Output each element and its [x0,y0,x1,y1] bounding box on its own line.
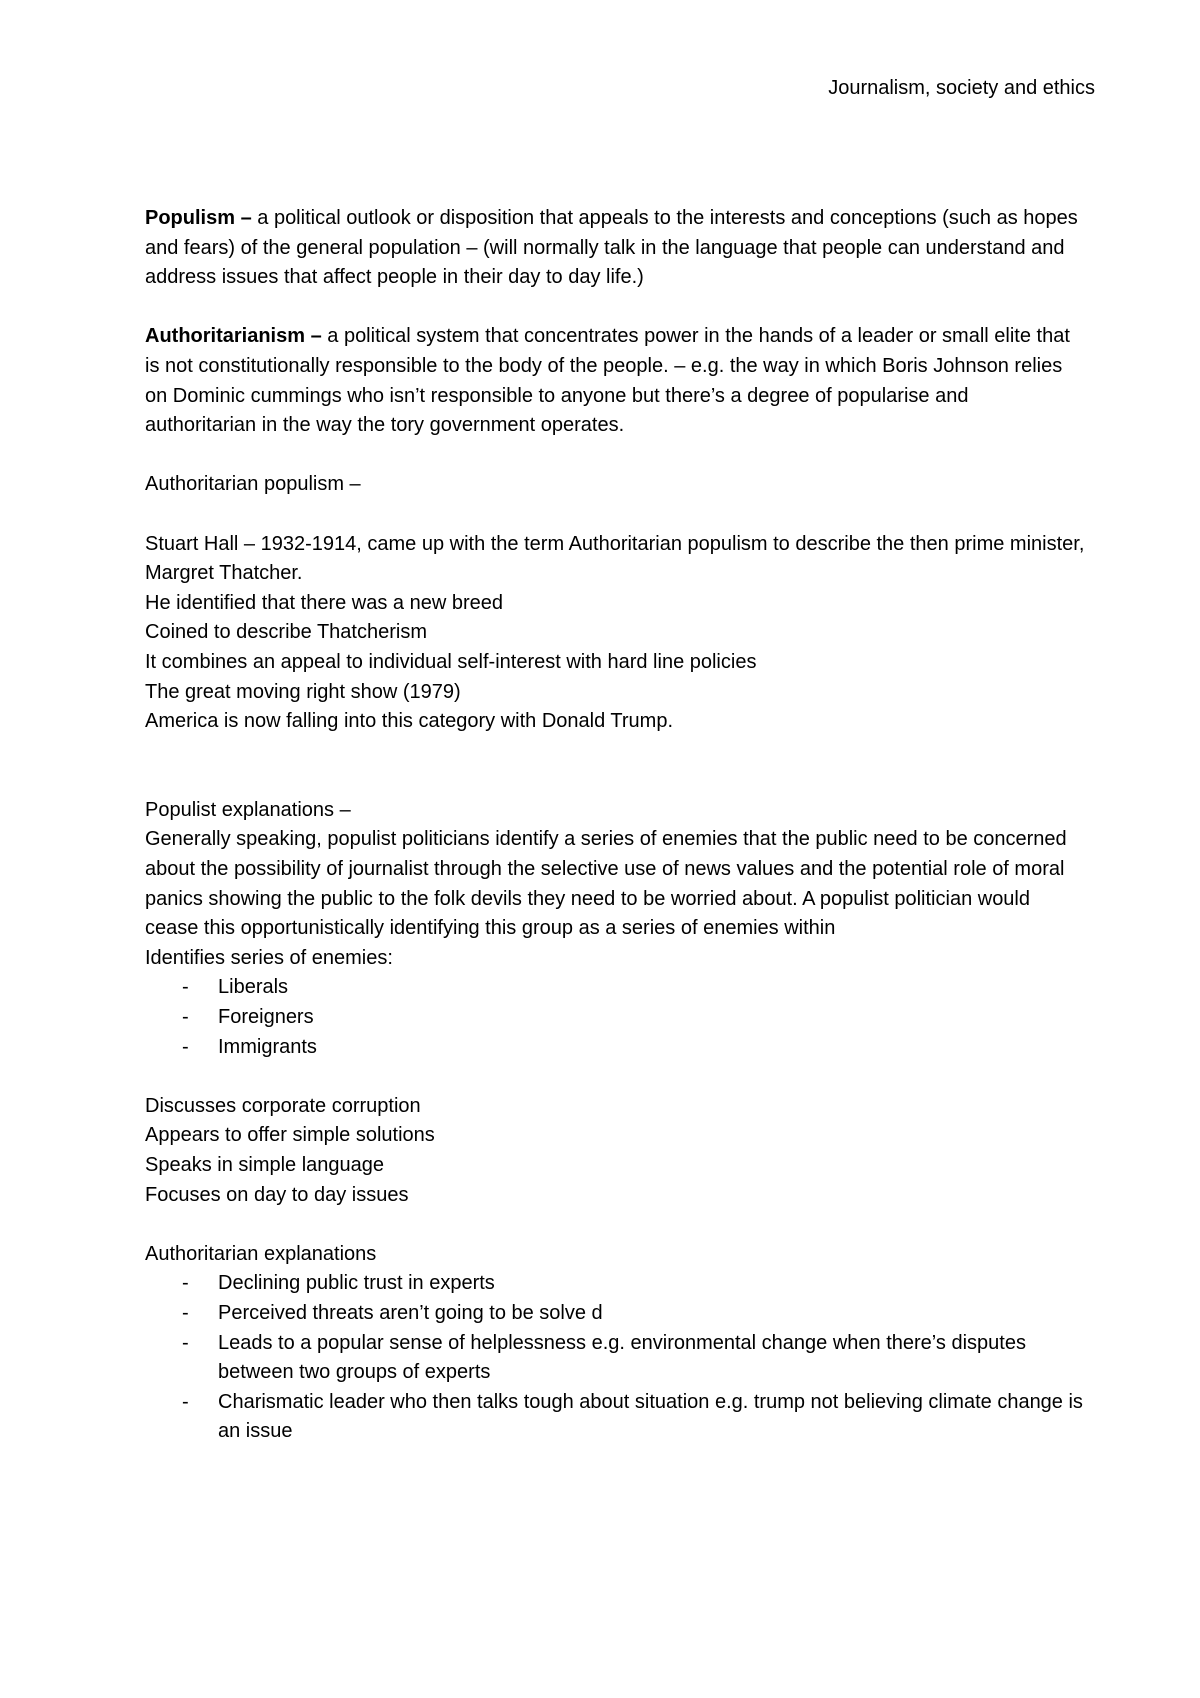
authoritarian-explanations-heading: Authoritarian explanations [145,1242,377,1265]
dash-bullet: - [182,1035,189,1058]
page-header: Journalism, society and ethics [828,77,1095,99]
authoritarian-populism-heading: Authoritarian populism – [145,473,361,496]
populist-trait: Appears to offer simple solutions [145,1124,435,1147]
populism-term: Populism – [145,207,252,229]
dash-bullet: - [182,1272,189,1295]
dash-bullet: - [182,1006,189,1029]
authoritarianism-text: a political system that concentrates power in the hands of a leader or small elite that is not constitutionally responsible to the body of the people. – e.g. the way in which Boris Johnson relies on Dominic cummings who isn’t responsible to anyone but there’s a degree of popularise and authoritarian in the way the tory government operates. [145,325,1070,437]
dash-bullet: - [182,1390,189,1413]
stuart-hall-line: The great moving right show (1979) [145,680,461,703]
stuart-hall-line: He identified that there was a new breed [145,591,503,614]
stuart-hall-line: America is now falling into this category with Donald Trump. [145,710,674,733]
list-item: - Declining public trust in experts [145,1269,1085,1299]
authoritarianism-term: Authoritarianism – [145,325,322,348]
stuart-hall-line: Stuart Hall – 1932-1914, came up with the term Authoritarian populism to describe the then prime minister, Margret Thatcher. [145,532,1085,585]
stuart-hall-line: It combines an appeal to individual self-interest with hard line policies [145,650,757,673]
populist-trait: Focuses on day to day issues [145,1183,409,1206]
dash-bullet: - [182,1331,189,1354]
document-body [145,204,1085,1447]
enemies-intro: Identifies series of enemies: [145,946,393,969]
list-item: - Immigrants [145,1033,1085,1063]
populist-trait: Speaks in simple language [145,1154,385,1176]
populism-text: a political outlook or disposition that appeals to the interests and conceptions (such as hopes and fears) of the general population – (will normally talk in the language that people can understand and address issues that affect people in their day to day life.) [145,207,1078,289]
authoritarianism-definition [145,322,1085,440]
dash-bullet: - [182,1301,189,1324]
populist-trait: Discusses corporate corruption [145,1094,421,1117]
list-item: - Foreigners [145,1003,1085,1033]
list-item: - Perceived threats aren’t going to be solve d [145,1299,1085,1329]
list-item: - Liberals [145,973,1085,1003]
populist-explanations-heading: Populist explanations – [145,798,351,821]
list-item: - Charismatic leader who then talks tough about situation e.g. trump not believing climate change is an issue [145,1388,1085,1447]
populism-definition [145,204,1085,293]
dash-bullet: - [182,976,189,999]
populist-explanations-paragraph: Generally speaking, populist politicians identify a series of enemies that the public need to be concerned about the possibility of journalist through the selective use of news values and the potential role of moral panics showing the public to the folk devils they need to be worried about. A populist politician would cease this opportunistically identifying this group as a series of enemies within [145,828,1067,940]
enemies-list [145,973,1085,1062]
stuart-hall-line: Coined to describe Thatcherism [145,621,427,644]
list-item: - Leads to a popular sense of helplessness e.g. environmental change when there’s disputes between two groups of experts [145,1329,1085,1388]
authoritarian-explanations-list [145,1269,1085,1447]
